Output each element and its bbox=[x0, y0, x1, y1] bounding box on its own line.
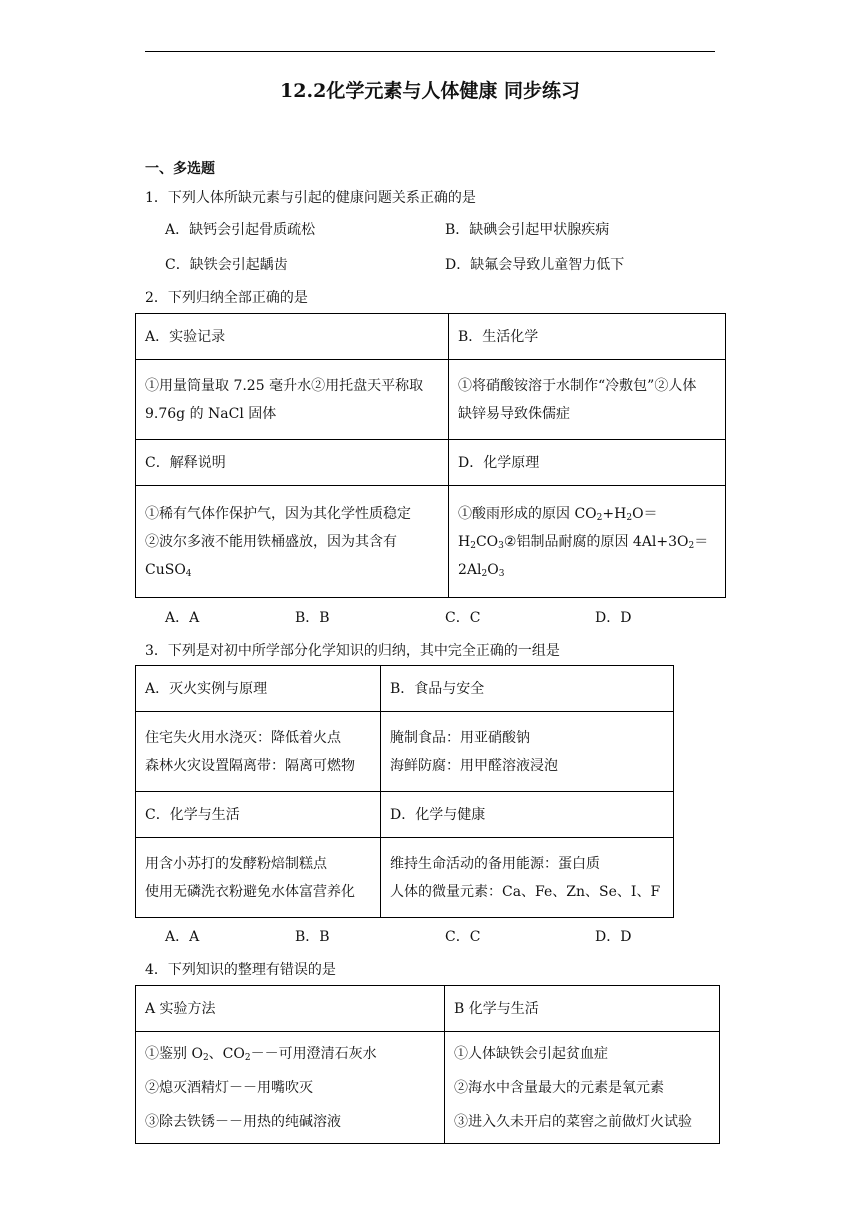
q3-cell-d-body: 维持生命活动的备用能源：蛋白质 人体的微量元素：Ca、Fe、Zn、Se、I、F bbox=[381, 838, 674, 918]
q2-cell-c-head: C．解释说明 bbox=[136, 440, 449, 486]
q3-cell-a-head: A．灭火实例与原理 bbox=[136, 666, 381, 712]
q3-table bbox=[135, 665, 674, 918]
q3-cell-c-body: 用含小苏打的发酵粉焙制糕点 使用无磷洗衣粉避免水体富营养化 bbox=[136, 838, 381, 918]
q3-cell-b-head: B．食品与安全 bbox=[381, 666, 674, 712]
q3-stem: 3．下列是对初中所学部分化学知识的归纳，其中完全正确的一组是 bbox=[145, 643, 560, 659]
q1-option-c: C．缺铁会引起龋齿 bbox=[165, 257, 288, 273]
q2-cell-b-head: B．生活化学 bbox=[449, 314, 726, 360]
q2-option-a: A．A bbox=[165, 610, 200, 626]
q3-cell-b-body: 腌制食品：用亚硝酸钠 海鲜防腐：用甲醛溶液浸泡 bbox=[381, 712, 674, 792]
q4-table bbox=[135, 985, 720, 1144]
q2-cell-d-body: ①酸雨形成的原因 $CO_2+H_2O=$ $H_2CO_3②$铝制品耐腐的原因 $4Al+3O_2=$ $2Al_2O_3$ bbox=[449, 486, 726, 598]
header-rule bbox=[145, 51, 715, 52]
page-title: 12.2化学元素与人体健康 同步练习 bbox=[280, 80, 580, 102]
q4-cell-b-head: B 化学与生活 bbox=[445, 986, 720, 1032]
q2-option-c: C．C bbox=[445, 610, 481, 626]
q4-cell-b-body: ①人体缺铁会引起贫血症 ②海水中含量最大的元素是氧元素 ③进入久未开启的菜窖之前做灯火试验 bbox=[445, 1032, 720, 1144]
q2-cell-b-body: ①将硝酸铵溶于水制作“冷敷包”②人体 缺锌易导致侏儒症 bbox=[449, 360, 726, 440]
q2-table bbox=[135, 313, 726, 598]
q4-stem: 4．下列知识的整理有错误的是 bbox=[145, 962, 336, 978]
q2-stem: 2．下列归纳全部正确的是 bbox=[145, 290, 308, 306]
q3-option-b: B．B bbox=[295, 929, 330, 945]
q2-cell-d-head: D．化学原理 bbox=[449, 440, 726, 486]
q2-option-d: D．D bbox=[595, 610, 632, 626]
q2-cell-a-body: ①用量筒量取 7.25 毫升水②用托盘天平称取 9.76g 的 NaCl 固体 bbox=[136, 360, 449, 440]
q2-cell-c-body: ①稀有气体作保护气，因为其化学性质稳定 ②波尔多液不能用铁桶盛放，因为其含有 CuSO$_4$ bbox=[136, 486, 449, 598]
q2-option-b: B．B bbox=[295, 610, 330, 626]
q3-option-c: C．C bbox=[445, 929, 481, 945]
q1-option-d: D．缺氟会导致儿童智力低下 bbox=[445, 257, 625, 273]
q4-cell-a-head: A 实验方法 bbox=[136, 986, 445, 1032]
q1-option-b: B．缺碘会引起甲状腺疾病 bbox=[445, 222, 610, 238]
q3-cell-c-head: C．化学与生活 bbox=[136, 792, 381, 838]
q1-option-a: A．缺钙会引起骨质疏松 bbox=[165, 222, 316, 238]
q1-stem: 1．下列人体所缺元素与引起的健康问题关系正确的是 bbox=[145, 190, 476, 206]
q3-cell-a-body: 住宅失火用水浇灭：降低着火点 森林火灾设置隔离带：隔离可燃物 bbox=[136, 712, 381, 792]
q2-cell-a-head: A．实验记录 bbox=[136, 314, 449, 360]
q4-cell-a-body: ①鉴别 $O_2$、$CO_2--$可用澄清石灰水 ②熄灭酒精灯－－用嘴吹灭 ③除去铁锈－－用热的纯碱溶液 bbox=[136, 1032, 445, 1144]
q3-option-a: A．A bbox=[165, 929, 200, 945]
section-heading: 一、多选题 bbox=[145, 161, 215, 177]
q3-cell-d-head: D．化学与健康 bbox=[381, 792, 674, 838]
q3-option-d: D．D bbox=[595, 929, 632, 945]
